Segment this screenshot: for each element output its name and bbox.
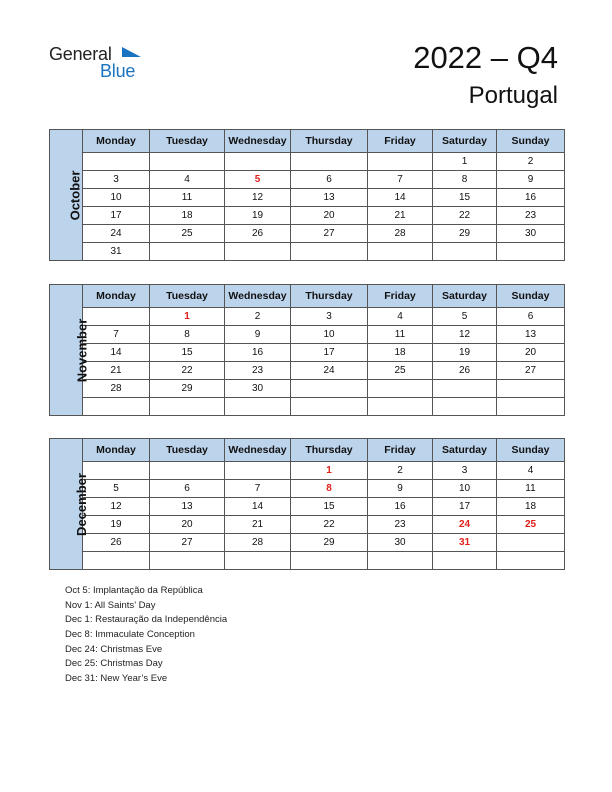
week-row: [50, 362, 565, 380]
holiday-day-cell: 1: [291, 462, 368, 480]
week-row: [50, 171, 565, 189]
logo-flag-icon: [122, 47, 141, 57]
week-row: [50, 534, 565, 552]
day-cell: 10: [83, 189, 150, 207]
day-cell: 17: [291, 344, 368, 362]
day-cell: 7: [83, 326, 150, 344]
empty-day-cell: [368, 153, 433, 171]
day-cell: 18: [368, 344, 433, 362]
empty-day-cell: [150, 552, 225, 570]
day-cell: 27: [150, 534, 225, 552]
day-cell: 10: [291, 326, 368, 344]
month-name: November: [74, 318, 90, 382]
day-cell: 3: [83, 171, 150, 189]
month-label: [50, 130, 83, 261]
day-cell: 8: [433, 171, 497, 189]
empty-day-cell: [291, 153, 368, 171]
day-cell: 15: [291, 498, 368, 516]
empty-day-cell: [225, 398, 291, 416]
day-cell: 25: [368, 362, 433, 380]
day-cell: 23: [368, 516, 433, 534]
day-cell: 26: [225, 225, 291, 243]
holiday-note: Oct 5: Implantação da República: [65, 585, 203, 596]
day-cell: 7: [225, 480, 291, 498]
month-calendar-table: [49, 438, 565, 570]
empty-day-cell: [497, 552, 565, 570]
day-cell: 17: [83, 207, 150, 225]
month-block-november: [49, 284, 564, 416]
holiday-note: Dec 24: Christmas Eve: [65, 643, 163, 655]
weekday-header: Tuesday: [150, 285, 225, 308]
day-cell: 19: [83, 516, 150, 534]
empty-day-cell: [368, 552, 433, 570]
day-cell: 10: [433, 480, 497, 498]
weekday-header: Wednesday: [225, 285, 291, 308]
day-cell: 4: [368, 308, 433, 326]
week-row: [50, 189, 565, 207]
weekday-header: Thursday: [291, 285, 368, 308]
day-cell: 13: [291, 189, 368, 207]
day-cell: 2: [225, 308, 291, 326]
empty-day-cell: [291, 380, 368, 398]
empty-day-cell: [150, 398, 225, 416]
empty-day-cell: [291, 552, 368, 570]
day-cell: 29: [433, 225, 497, 243]
empty-day-cell: [291, 398, 368, 416]
day-cell: 28: [368, 225, 433, 243]
holiday-note: Dec 31: New Year’s Eve: [65, 673, 168, 685]
empty-day-cell: [83, 552, 150, 570]
holiday-note: Nov 1: All Saints’ Day: [65, 599, 156, 611]
day-cell: 14: [225, 498, 291, 516]
day-cell: 19: [225, 207, 291, 225]
day-cell: 13: [150, 498, 225, 516]
logo-general-text: General: [49, 44, 112, 64]
empty-day-cell: [497, 243, 565, 261]
empty-day-cell: [83, 462, 150, 480]
day-cell: 16: [225, 344, 291, 362]
day-cell: 6: [291, 171, 368, 189]
day-cell: 15: [150, 344, 225, 362]
weekday-header: Saturday: [433, 285, 497, 308]
day-cell: 9: [368, 480, 433, 498]
holiday-day-cell: 24: [433, 516, 497, 534]
day-cell: 17: [433, 498, 497, 516]
day-cell: 24: [83, 225, 150, 243]
empty-day-cell: [433, 380, 497, 398]
weekday-header-row: [50, 130, 565, 153]
day-cell: 29: [291, 534, 368, 552]
day-cell: 30: [225, 380, 291, 398]
day-cell: 11: [497, 480, 565, 498]
empty-day-cell: [497, 398, 565, 416]
day-cell: 19: [433, 344, 497, 362]
day-cell: 12: [83, 498, 150, 516]
week-row: [50, 243, 565, 261]
empty-day-cell: [433, 398, 497, 416]
day-cell: 1: [433, 153, 497, 171]
day-cell: 28: [83, 380, 150, 398]
empty-day-cell: [150, 243, 225, 261]
day-cell: 26: [433, 362, 497, 380]
day-cell: 2: [368, 462, 433, 480]
week-row: [50, 308, 565, 326]
weekday-header: Tuesday: [150, 130, 225, 153]
weekday-header: Sunday: [497, 285, 565, 308]
empty-day-cell: [291, 243, 368, 261]
day-cell: 4: [497, 462, 565, 480]
logo-blue-text: Blue: [100, 61, 136, 81]
day-cell: 18: [150, 207, 225, 225]
day-cell: 3: [433, 462, 497, 480]
day-cell: 20: [497, 344, 565, 362]
day-cell: 30: [497, 225, 565, 243]
empty-day-cell: [433, 552, 497, 570]
day-cell: 25: [150, 225, 225, 243]
day-cell: 5: [83, 480, 150, 498]
day-cell: 4: [150, 171, 225, 189]
day-cell: 2: [497, 153, 565, 171]
day-cell: 21: [83, 362, 150, 380]
day-cell: 30: [368, 534, 433, 552]
page-title: 2022 – Q4: [413, 40, 558, 75]
week-row: [50, 326, 565, 344]
month-block-december: [49, 438, 564, 570]
weekday-header-row: [50, 439, 565, 462]
weekday-header-row: [50, 285, 565, 308]
holiday-note: Dec 1: Restauração da Independência: [65, 614, 228, 626]
day-cell: 6: [497, 308, 565, 326]
day-cell: 12: [225, 189, 291, 207]
weekday-header: Friday: [368, 285, 433, 308]
weekday-header: Monday: [83, 130, 150, 153]
day-cell: 9: [225, 326, 291, 344]
holiday-day-cell: 5: [225, 171, 291, 189]
weekday-header: Sunday: [497, 439, 565, 462]
day-cell: 11: [368, 326, 433, 344]
day-cell: 20: [291, 207, 368, 225]
empty-day-cell: [368, 398, 433, 416]
weekday-header: Thursday: [291, 130, 368, 153]
month-label: [50, 439, 89, 570]
week-row: [50, 398, 565, 416]
month-calendar-table: [49, 284, 565, 416]
month-label: [50, 285, 90, 416]
weekday-header: Wednesday: [225, 130, 291, 153]
weekday-header: Monday: [83, 439, 150, 462]
day-cell: 22: [150, 362, 225, 380]
day-cell: 16: [368, 498, 433, 516]
empty-day-cell: [225, 243, 291, 261]
week-row: [50, 552, 565, 570]
country-title: Portugal: [468, 82, 558, 109]
day-cell: 23: [225, 362, 291, 380]
empty-day-cell: [433, 243, 497, 261]
day-cell: 9: [497, 171, 565, 189]
week-row: [50, 462, 565, 480]
holiday-day-cell: 25: [497, 516, 565, 534]
day-cell: 18: [497, 498, 565, 516]
day-cell: 20: [150, 516, 225, 534]
week-row: [50, 207, 565, 225]
week-row: [50, 498, 565, 516]
weekday-header: Thursday: [291, 439, 368, 462]
week-row: [50, 480, 565, 498]
month-calendar-table: [49, 129, 565, 261]
month-name: October: [67, 170, 83, 220]
day-cell: 23: [497, 207, 565, 225]
week-row: [50, 516, 565, 534]
weekday-header: Sunday: [497, 130, 565, 153]
day-cell: 21: [368, 207, 433, 225]
day-cell: 31: [83, 243, 150, 261]
day-cell: 11: [150, 189, 225, 207]
holiday-day-cell: 31: [433, 534, 497, 552]
day-cell: 14: [368, 189, 433, 207]
weekday-header: Saturday: [433, 439, 497, 462]
day-cell: 13: [497, 326, 565, 344]
day-cell: 24: [291, 362, 368, 380]
day-cell: 3: [291, 308, 368, 326]
day-cell: 28: [225, 534, 291, 552]
weekday-header: Saturday: [433, 130, 497, 153]
day-cell: 6: [150, 480, 225, 498]
empty-day-cell: [150, 153, 225, 171]
month-name: December: [73, 472, 89, 536]
day-cell: 22: [291, 516, 368, 534]
empty-day-cell: [83, 308, 150, 326]
week-row: [50, 344, 565, 362]
day-cell: 27: [291, 225, 368, 243]
day-cell: 5: [433, 308, 497, 326]
empty-day-cell: [368, 380, 433, 398]
day-cell: 15: [433, 189, 497, 207]
holiday-note: Dec 25: Christmas Day: [65, 658, 163, 670]
weekday-header: Monday: [83, 285, 150, 308]
day-cell: 8: [150, 326, 225, 344]
holiday-notes: [65, 584, 227, 687]
empty-day-cell: [83, 398, 150, 416]
empty-day-cell: [83, 153, 150, 171]
day-cell: 21: [225, 516, 291, 534]
week-row: [50, 380, 565, 398]
weekday-header: Tuesday: [150, 439, 225, 462]
day-cell: 27: [497, 362, 565, 380]
month-block-october: [49, 129, 564, 261]
weekday-header: Wednesday: [225, 439, 291, 462]
day-cell: 12: [433, 326, 497, 344]
day-cell: 14: [83, 344, 150, 362]
weekday-header: Friday: [368, 439, 433, 462]
empty-day-cell: [150, 462, 225, 480]
empty-day-cell: [368, 243, 433, 261]
empty-day-cell: [225, 552, 291, 570]
holiday-day-cell: 8: [291, 480, 368, 498]
week-row: [50, 153, 565, 171]
empty-day-cell: [225, 153, 291, 171]
empty-day-cell: [497, 380, 565, 398]
day-cell: 16: [497, 189, 565, 207]
day-cell: 26: [83, 534, 150, 552]
generalblue-logo: [49, 44, 159, 84]
week-row: [50, 225, 565, 243]
empty-day-cell: [497, 534, 565, 552]
holiday-day-cell: 1: [150, 308, 225, 326]
weekday-header: Friday: [368, 130, 433, 153]
empty-day-cell: [225, 462, 291, 480]
day-cell: 7: [368, 171, 433, 189]
holiday-note: Dec 8: Immaculate Conception: [65, 629, 195, 641]
day-cell: 29: [150, 380, 225, 398]
day-cell: 22: [433, 207, 497, 225]
